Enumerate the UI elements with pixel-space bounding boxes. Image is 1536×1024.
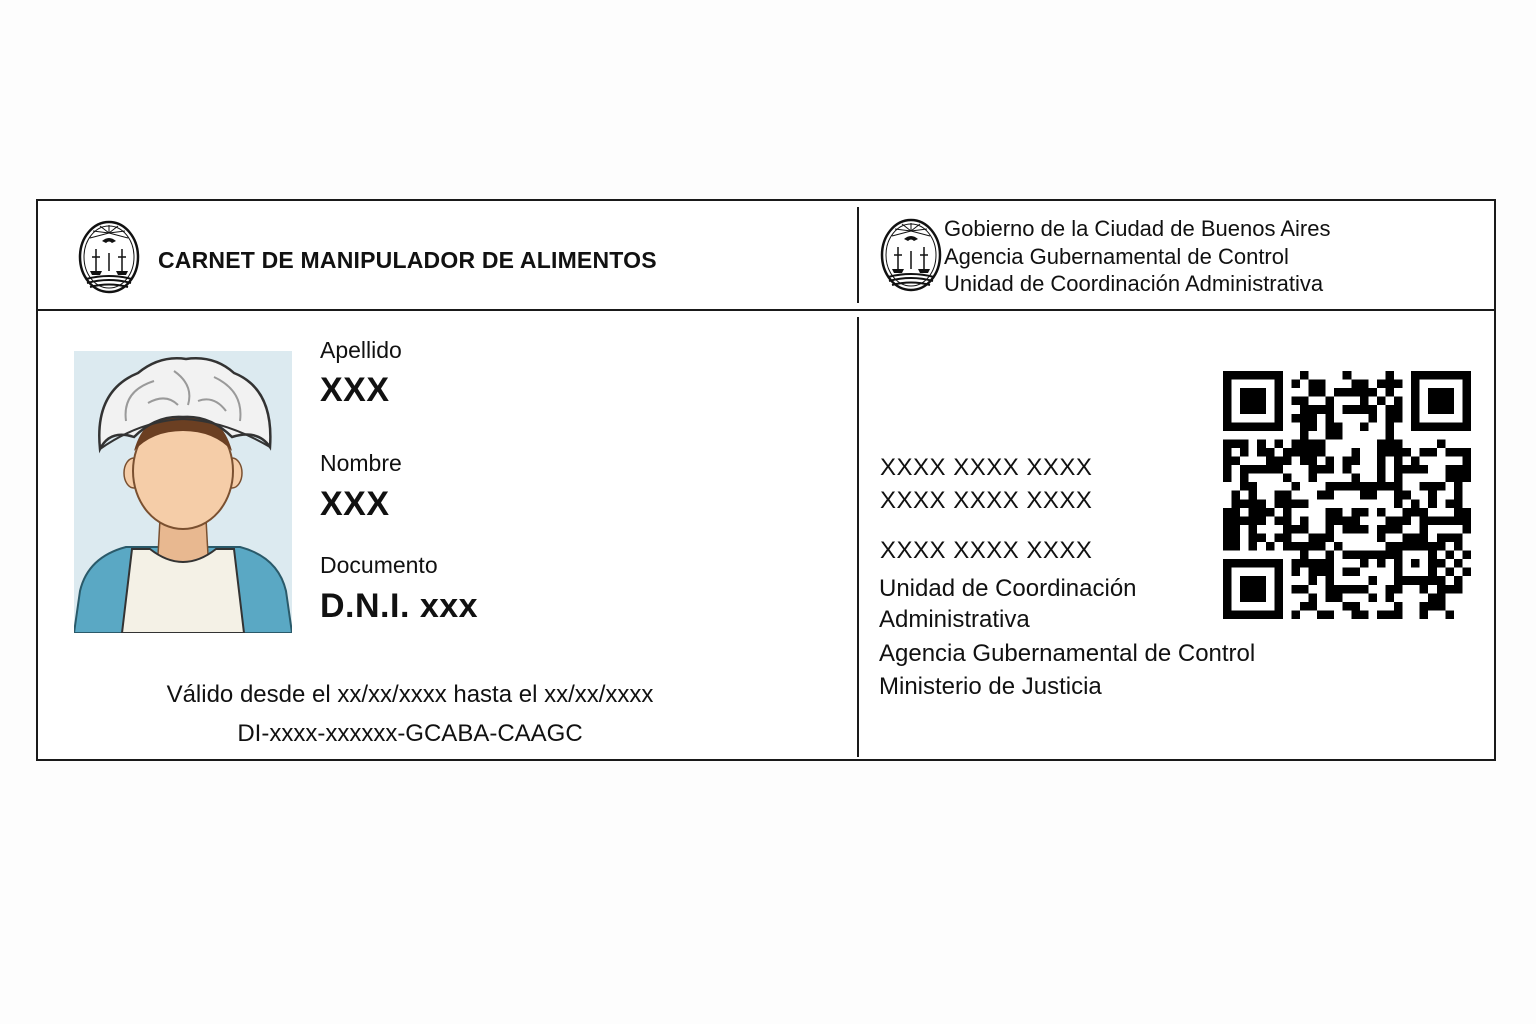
code-line: XXXX XXXX XXXX	[880, 537, 1093, 564]
surname-value: XXX	[320, 371, 390, 409]
coat-of-arms-icon	[78, 219, 140, 295]
qr-code	[1218, 371, 1476, 619]
holder-photo	[74, 351, 292, 633]
header-divider	[38, 309, 1494, 311]
authority-line: Unidad de Coordinación	[879, 575, 1137, 602]
authority-line: Agencia Gubernamental de Control	[879, 640, 1256, 667]
card-title: CARNET DE MANIPULADOR DE ALIMENTOS	[158, 247, 657, 273]
surname-label: Apellido	[320, 337, 402, 363]
center-divider-bottom	[857, 317, 859, 757]
coat-of-arms-icon	[880, 217, 942, 293]
authority-line: Administrativa	[879, 606, 1030, 633]
center-divider-top	[857, 207, 859, 303]
document-value: D.N.I. xxx	[320, 587, 479, 625]
document-label: Documento	[320, 552, 438, 578]
issuer-government: Gobierno de la Ciudad de Buenos Aires	[944, 216, 1331, 241]
code-line: XXXX XXXX XXXX	[880, 487, 1093, 514]
authority-line: Ministerio de Justicia	[879, 673, 1102, 700]
food-handler-card	[36, 199, 1496, 761]
reference-number: DI-xxxx-xxxxxx-GCABA-CAAGC	[237, 720, 583, 747]
name-value: XXX	[320, 485, 390, 523]
issuer-agency: Agencia Gubernamental de Control	[944, 243, 1289, 269]
validity-text: Válido desde el xx/xx/xxxx hasta el xx/xx/xxxx	[166, 681, 654, 708]
issuer-unit: Unidad de Coordinación Administrativa	[944, 271, 1324, 296]
issuer-block	[944, 215, 1330, 298]
name-label: Nombre	[320, 450, 402, 476]
code-line: XXXX XXXX XXXX	[880, 454, 1093, 481]
